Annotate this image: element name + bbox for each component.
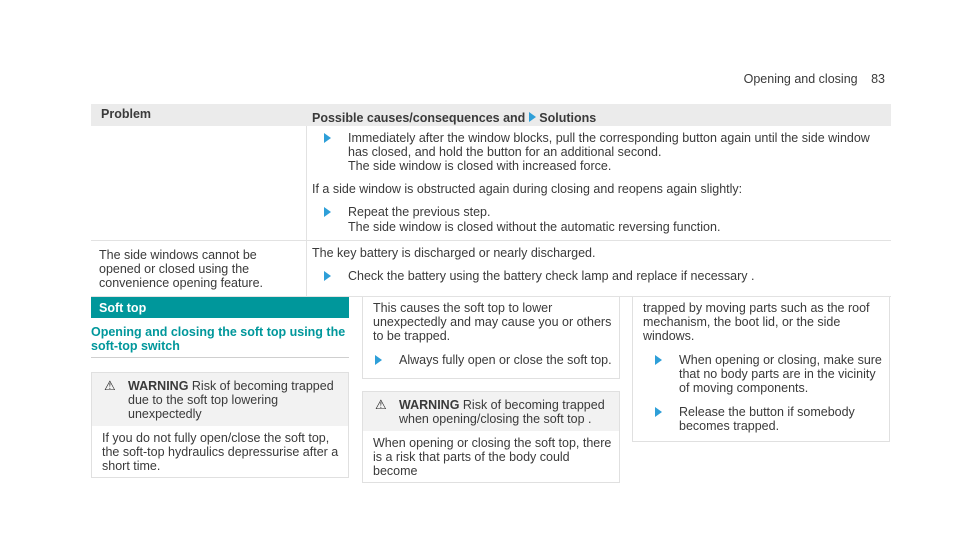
result-text: The side window is closed with increased force. [348, 159, 612, 173]
warning-message: Risk of becoming trapped when opening/closing the soft top . [399, 398, 605, 426]
warning-box [91, 372, 349, 478]
arrow-icon [373, 353, 399, 368]
text-box [362, 297, 620, 379]
page-header [744, 72, 885, 86]
step-text: Release the button if somebody becomes trapped. [679, 405, 855, 433]
warning-header [363, 392, 619, 431]
arrow-icon [312, 269, 348, 284]
instruction-step [312, 205, 885, 220]
left-column [91, 297, 349, 478]
warning-message: Risk of becoming trapped due to the soft top lowering unexpectedly [128, 379, 334, 421]
table-row [91, 241, 891, 297]
warning-header [92, 373, 348, 426]
warning-text [399, 398, 613, 426]
step-text: Always fully open or close the soft top. [399, 353, 612, 367]
arrow-icon [643, 353, 679, 395]
warning-label: WARNING [399, 398, 460, 412]
body-text: This causes the soft top to lower unexpectedly and may cause you or others to be trapped. [373, 301, 612, 343]
table-row [91, 126, 891, 241]
warning-icon: ⚠ [375, 397, 387, 412]
problem-table [91, 104, 891, 297]
step-text: Repeat the previous step. [348, 205, 491, 219]
note-text: If a side window is obstructed again during closing and reopens again slightly: [312, 182, 743, 196]
warning-box [362, 391, 620, 483]
warning-text [128, 379, 342, 421]
page-number: 83 [871, 72, 885, 86]
instruction-step [643, 405, 883, 433]
arrow-icon [312, 131, 348, 159]
column-header-problem: Problem [101, 107, 152, 121]
body-text: trapped by moving parts such as the roof mechanism, the boot lid, or the side windows. [643, 301, 870, 343]
problem-cell [91, 126, 307, 240]
middle-column [362, 297, 620, 483]
step-text: Immediately after the window blocks, pull the corresponding button again until the side window has closed, and hold the button for an additional second. [348, 131, 870, 159]
section-title: Opening and closing [743, 72, 858, 86]
column-header-causes-label: Possible causes/consequences and [312, 111, 526, 125]
table-header [91, 104, 891, 126]
column-header-causes [307, 104, 891, 126]
right-column [632, 297, 890, 442]
column-header-solutions-label: Solutions [539, 111, 597, 125]
instruction-step [373, 353, 613, 368]
warning-body: When opening or closing the soft top, there is a risk that parts of the body could become [373, 436, 612, 478]
arrow-icon [312, 205, 348, 220]
section-heading: Soft top [91, 297, 349, 318]
instruction-step [312, 131, 885, 159]
text-box [632, 297, 890, 442]
arrow-icon [529, 111, 536, 125]
result-text: The side window is closed without the automatic reversing function. [348, 220, 721, 234]
instruction-step [643, 353, 883, 395]
step-text: Check the battery using the battery check lamp and replace if necessary . [348, 269, 755, 283]
warning-label: WARNING [128, 379, 189, 393]
causes-cell [307, 241, 891, 296]
cause-text: The key battery is discharged or nearly discharged. [312, 246, 596, 260]
causes-cell [307, 126, 891, 240]
warning-body: If you do not fully open/close the soft top, the soft-top hydraulics depressurise after a short time. [102, 431, 339, 473]
step-text: When opening or closing, make sure that no body parts are in the vicinity of moving components. [679, 353, 882, 395]
problem-cell: The side windows cannot be opened or closed using the convenience opening feature. [91, 241, 307, 296]
subsection-heading: Opening and closing the soft top using the soft-top switch [91, 325, 349, 358]
warning-icon: ⚠ [104, 378, 116, 393]
instruction-step [312, 269, 885, 284]
arrow-icon [643, 405, 679, 433]
